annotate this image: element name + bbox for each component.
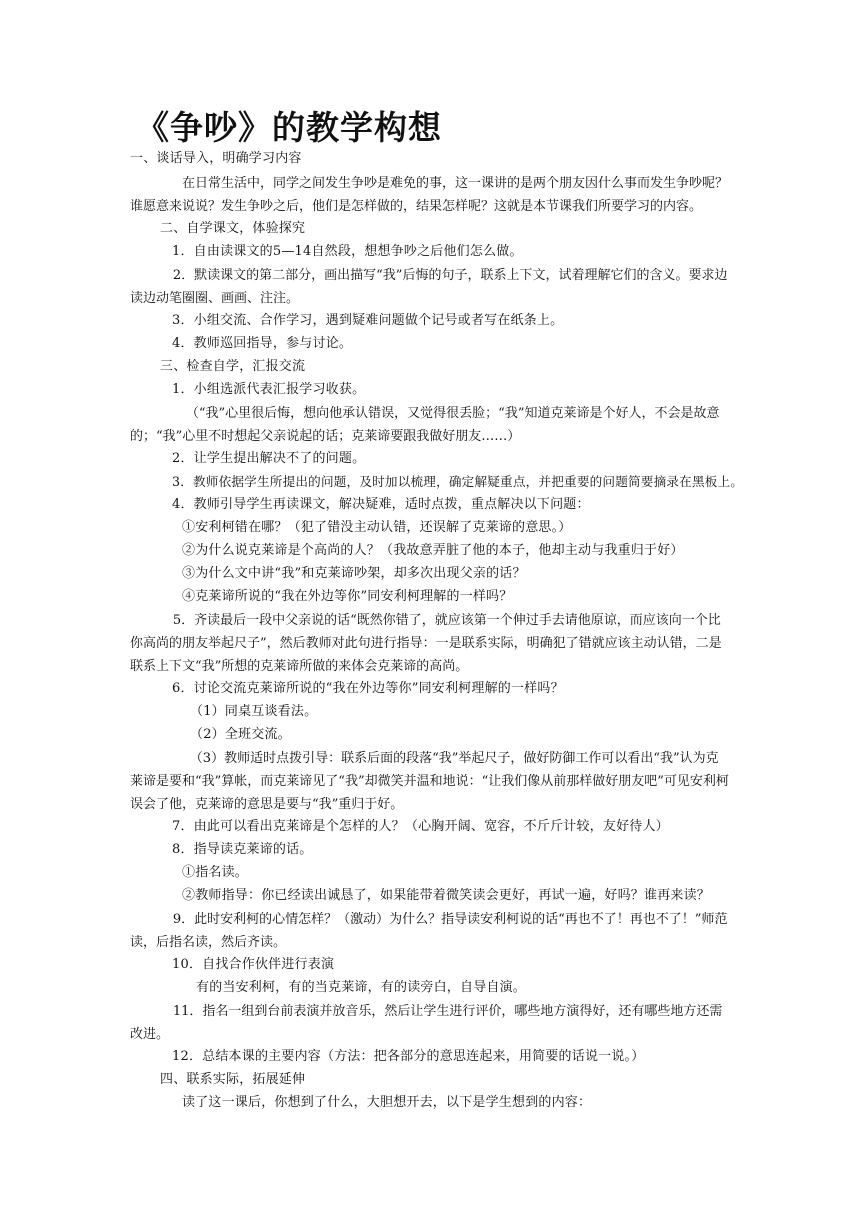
intro-paragraph: 在日常生活中，同学之间发生争吵是难免的事，这一课讲的是两个朋友因什么事而发生争吵呢？谁愿意来说说？发生争吵之后，他们是怎样做的，结果怎样呢？这就是本节课我们所要学习的内容。 — [130, 176, 729, 214]
question-item: ①安利柯错在哪？（犯了错没主动认错，还误解了克莱谛的意思。） — [182, 520, 572, 535]
document-title: 《争吵》的教学构想 — [136, 108, 442, 147]
sub-item: （3）教师适时点拨引导：联系后面的段落“我”举起尺子，做好防御工作可以看出“我”认为克莱谛是要和“我”算帐，而克莱谛见了“我”却微笑并温和地说：“让我们像从前那样做好朋友吧”可见安利柯误会了他，克莱谛的意思是要与“我”重归于好。 — [130, 751, 729, 812]
list-item: 2．让学生提出解决不了的问题。 — [172, 451, 366, 466]
list-item: 11．指名一组到台前表演并放音乐，然后让学生进行评价，哪些地方演得好，还有哪些地方还需改进。 — [130, 1004, 723, 1042]
list-item: 6．讨论交流克莱谛所说的“我在外边等你”同安利柯理解的一样吗？ — [172, 681, 564, 696]
list-item: 1．小组选派代表汇报学习收获。 — [172, 382, 366, 397]
list-item: 4．教师引导学生再读课文，解决疑难，适时点拨，重点解决以下问题： — [172, 497, 590, 512]
list-item-wrap — [130, 908, 730, 954]
list-item-wrap — [130, 609, 730, 678]
sub-item: 有的当安利柯，有的当克莱谛，有的读旁白，自导自演。 — [196, 980, 527, 995]
list-item-wrap — [130, 402, 730, 448]
list-item-wrap — [130, 747, 730, 816]
list-item: 8．指导读克莱谛的话。 — [172, 842, 313, 857]
sub-item: （2）全班交流。 — [190, 727, 291, 742]
question-item: ②为什么说克莱谛是个高尚的人？（我故意弄脏了他的本子，他却主动与我重归于好） — [182, 543, 684, 558]
section-heading-4: 四、联系实际，拓展延伸 — [160, 1072, 306, 1087]
question-item: ④克莱谛所说的“我在外边等你”同安利柯理解的一样吗？ — [182, 589, 513, 604]
sub-item: ①指名读。 — [182, 865, 249, 880]
list-item: 12．总结本课的主要内容（方法：把各部分的意思连起来，用简要的话说一说。） — [172, 1049, 645, 1064]
list-item-wrap — [130, 1000, 730, 1046]
list-item: 4．教师巡回指导，参与讨论。 — [172, 336, 353, 351]
list-item: 9．此时安利柯的心情怎样？（激动）为什么？指导读安利柯说的话“再也不了！再也不了！”师范读，后指名读，然后齐读。 — [130, 912, 728, 950]
sub-item: ②教师指导：你已经读出诚恳了，如果能带着微笑读会更好，再试一遍，好吗？谁再来读？ — [182, 888, 711, 903]
sub-item: （1）同桌互谈看法。 — [190, 704, 318, 719]
list-item: 3．教师依据学生所提出的问题，及时加以梳理，确定解疑重点，并把重要的问题简要摘录在黑板上。 — [172, 474, 744, 489]
section-1-paragraph — [130, 172, 730, 218]
question-item: ③为什么文中讲“我”和克莱谛吵架，却多次出现父亲的话？ — [182, 566, 526, 581]
section-heading-1: 一、谈话导入，明确学习内容 — [130, 151, 302, 166]
item-note: （“我”心里很后悔，想向他承认错误，又觉得很丢脸；“我”知道克莱谛是个好人，不会是故意的；“我”心里不时想起父亲说起的话；克莱谛要跟我做好朋友……） — [130, 406, 720, 444]
list-item: 5．齐读最后一段中父亲说的话“既然你错了，就应该第一个伸过手去请他原谅，而应该向一个比你高尚的朋友举起尺子”，然后教师对此句进行指导：一是联系实际，明确犯了错就应该主动认错，二是联系上下文“我”所想的克莱谛所做的来体会克莱谛的高尚。 — [130, 613, 722, 674]
section-heading-3: 三、检查自学，汇报交流 — [160, 359, 306, 374]
list-item: 2．默读课文的第二部分，画出描写“我”后悔的句子，联系上下文，试着理解它们的含义。要求边读边动笔圈圈、画画、注注。 — [130, 268, 728, 306]
list-item: 1．自由读课文的5—14自然段，想想争吵之后他们怎么做。 — [172, 244, 523, 259]
section-4-paragraph: 读了这一课后，你想到了什么，大胆想开去，以下是学生想到的内容： — [182, 1095, 592, 1110]
section-heading-2: 二、自学课文，体验探究 — [160, 221, 306, 236]
list-item: 3．小组交流、合作学习，遇到疑难问题做个记号或者写在纸条上。 — [172, 313, 564, 328]
list-item: 10．自找合作伙伴进行表演 — [172, 957, 335, 972]
list-item-wrap — [130, 264, 730, 310]
list-item: 7．由此可以看出克莱谛是个怎样的人？（心胸开阔、宽容，不斤斤计较，友好待人） — [172, 819, 669, 834]
